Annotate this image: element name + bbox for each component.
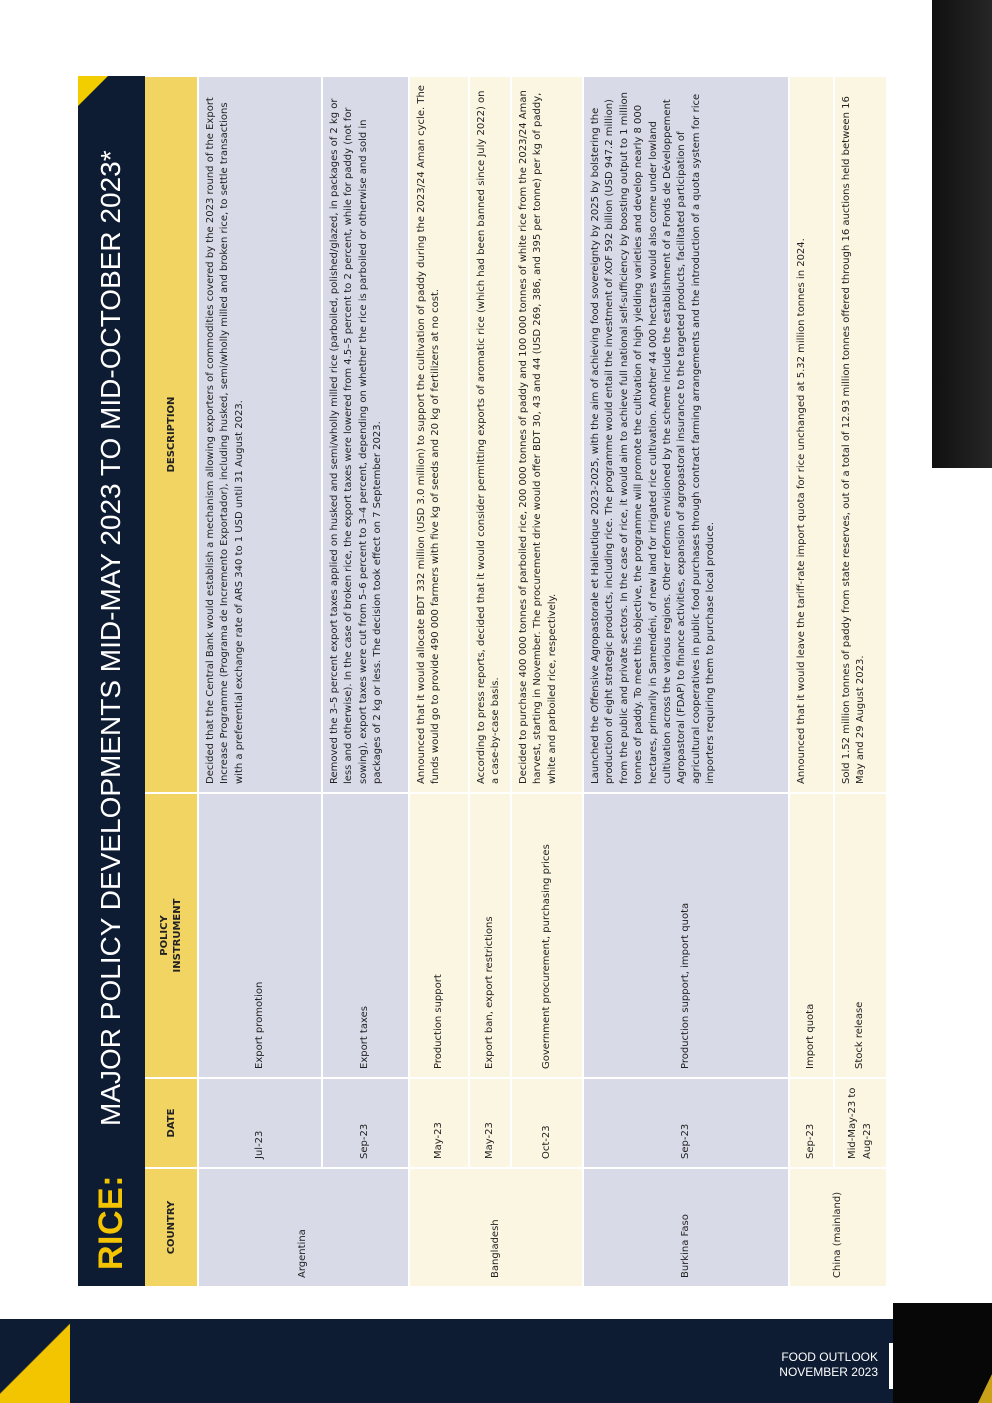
table-row: [789, 76, 834, 1286]
page-title: MAJOR POLICY DEVELOPMENTS MID-MAY 2023 TO MID-OCTOBER 2023*: [95, 150, 126, 1126]
column-header-instrument: [145, 793, 198, 1078]
date-cell: Sep-23: [789, 1078, 834, 1168]
instrument-cell: Stock release: [834, 793, 887, 1078]
table-row: [583, 76, 789, 1286]
footer-band: [0, 1319, 893, 1403]
table-row: [322, 76, 409, 1286]
instrument-cell: Export ban, export restrictions: [469, 793, 511, 1078]
description-cell: Decided to purchase 400 000 tonnes of parboiled rice, 200 000 tonnes of paddy and 100 000 tonnes of white rice from the 2023/24 Aman harvest, starting in November. The procurement drive would offer BDT 30, 43 and 44 (USD 269, 386, and 395 per tonne) per kg of paddy, white and parboiled rice, respectively.: [511, 76, 583, 793]
date-cell: Jul-23: [198, 1078, 322, 1168]
country-cell: China (mainland): [789, 1168, 887, 1286]
instrument-cell: Import quota: [789, 793, 834, 1078]
table-row: [834, 76, 887, 1286]
description-cell: Launched the Offensive Agropastorale et Halieutique 2023-2025, with the aim of achieving food sovereignty by 2025 by bolstering the production of eight strategic products, including rice. The programme would entail the investment of XOF 592 billion (USD 947.2 million) from the public and private sectors. In the case of rice, it would aim to achieve full national self-sufficiency by boosting output to 1 million tonnes of paddy. To meet this objective, the programme will promote the cultivation of high yielding varieties and develop nearly 8 000 hectares, primarily in Samendéni, of new land for irrigated rice cultivation. Another 44 000 hectares would also come under lowland cultivation across the various regions. Other reforms envisioned by the scheme include the establishment of a Fonds de Développement Agropastoral (FDAP) to finance activities, expansion of agropastoral insurance to the targeted products, facilitated participation of agricultural cooperatives in public food purchases through contract farming arrangements and the introduction of a quota system for rice importers requiring them to purchase local produce.: [583, 76, 789, 793]
description-cell: Announced that it would allocate BDT 332 million (USD 3.0 million) to support the cultivation of paddy during the 2023/24 Aman cycle. The funds would go to provide 490 000 farmers with five kg of seeds and 20 kg of fertilizers at no cost.: [409, 76, 469, 793]
instrument-cell: Export taxes: [322, 793, 409, 1078]
column-header-instrument-text: POLICY INSTRUMENT: [159, 898, 183, 973]
policy-table: [145, 75, 888, 1286]
footer-date: NOVEMBER 2023: [779, 1365, 878, 1379]
country-cell: Bangladesh: [409, 1168, 583, 1286]
country-cell: Argentina: [198, 1168, 409, 1286]
date-cell: May-23: [409, 1078, 469, 1168]
date-cell: Sep-23: [322, 1078, 409, 1168]
instrument-cell: Export promotion: [198, 793, 322, 1078]
side-tab: [932, 0, 992, 468]
column-header-country: COUNTRY: [145, 1168, 198, 1286]
footer-tab-accent: [978, 1374, 992, 1403]
description-cell: According to press reports, decided that it would consider permitting exports of aromatic rice (which had been banned since July 2022) on a case-by-case basis.: [469, 76, 511, 793]
rotated-page: [78, 76, 873, 1286]
date-cell: Sep-23: [583, 1078, 789, 1168]
instrument-cell: Production support: [409, 793, 469, 1078]
commodity-label: RICE:: [92, 1174, 130, 1270]
footer-title: FOOD OUTLOOK: [781, 1350, 878, 1364]
instrument-cell: Production support, import quota: [583, 793, 789, 1078]
footer-accent: [0, 1319, 70, 1403]
corner-accent: [78, 76, 108, 106]
table-header-row: [145, 76, 198, 1286]
title-band: [78, 76, 145, 1286]
instrument-cell: Government procurement, purchasing prices: [511, 793, 583, 1078]
description-cell: Announced that it would leave the tariff-rate import quota for rice unchanged at 5.32 million tonnes in 2024.: [789, 76, 834, 793]
table-row: [511, 76, 583, 1286]
footer-publication: [779, 1350, 878, 1380]
description-cell: Removed the 3–5 percent export taxes applied on husked and semi/wholly milled rice (parboiled, polished/glazed, in packages of 2 kg or less and otherwise). In the case of broken rice, the export taxes were lowered from 4.5–5 percent to 2 percent, while for paddy (not for sowing), export taxes were cut from 5–6 percent to 3–4 percent, depending on whether the rice is parboiled or otherwise and sold in packages of 2 kg or less. The decision took effect on 7 September 2023.: [322, 76, 409, 793]
country-cell: Burkina Faso: [583, 1168, 789, 1286]
description-cell: Sold 1.52 million tonnes of paddy from state reserves, out of a total of 12.93 million tonnes offered through 16 auctions held between 16 May and 29 August 2023.: [834, 76, 887, 793]
date-cell: May-23: [469, 1078, 511, 1168]
table-row: [469, 76, 511, 1286]
table-row: [198, 76, 322, 1286]
table-row: [409, 76, 469, 1286]
column-header-date: DATE: [145, 1078, 198, 1168]
column-header-description: DESCRIPTION: [145, 76, 198, 793]
description-cell: Decided that the Central Bank would establish a mechanism allowing exporters of commodities covered by the 2023 round of the Export Increase Programme (Programa de Incremento Exportador), including husked, semi/wholly milled and broken rice, to settle transactions with a preferential exchange rate of ARS 340 to 1 USD until 31 August 2023.: [198, 76, 322, 793]
date-cell: Oct-23: [511, 1078, 583, 1168]
date-cell: Mid-May-23 to Aug-23: [834, 1078, 887, 1168]
